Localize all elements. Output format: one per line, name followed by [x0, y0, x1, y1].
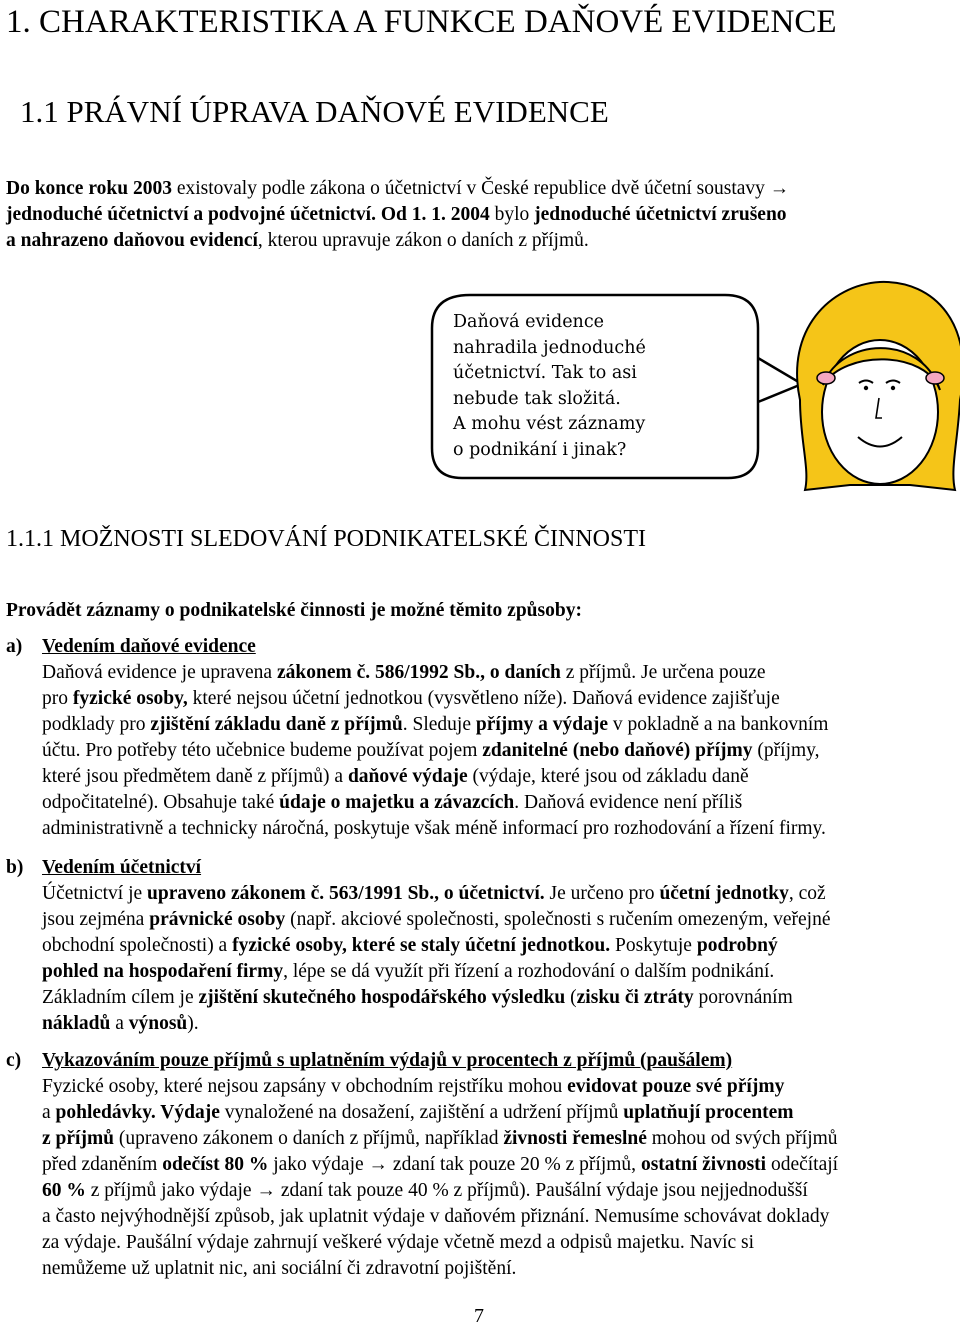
- page-number: 7: [474, 1305, 484, 1327]
- arrow-right-icon: →: [256, 1180, 276, 1201]
- intro-line-3: a nahrazeno daňovou evidencí, kterou upravuje zákon o daních z příjmů.: [6, 230, 589, 251]
- item-b-line: Účetnictví je upraveno zákonem č. 563/1991 Sb., o účetnictví. Je určeno pro účetní jednotky, což: [42, 883, 826, 904]
- item-b-line: pohled na hospodaření firmy, lépe se dá využít při řízení a rozhodování o dalším podnikání.: [42, 961, 775, 982]
- item-a-line: odpočitatelné). Obsahuje také údaje o majetku a závazcích. Daňová evidence není příliš: [42, 792, 743, 813]
- girl-face-icon: [797, 282, 960, 490]
- arrow-right-icon: →: [769, 178, 790, 199]
- item-c-label: c): [6, 1050, 22, 1071]
- chapter-heading: 1. CHARAKTERISTIKA A FUNKCE DAŇOVÉ EVIDENCE: [6, 4, 837, 40]
- item-c-line: 60 % z příjmů jako výdaje → zdaní tak pouze 40 % z příjmů). Paušální výdaje jsou nejjednodušší: [42, 1180, 808, 1201]
- intro-line-2: jednoduché účetnictví a podvojné účetnictví. Od 1. 1. 2004 bylo jednoduché účetnictví zrušeno: [6, 204, 787, 225]
- item-c-line: nemůžeme už uplatnit nic, ani sociální či zdravotní pojištění.: [42, 1258, 517, 1279]
- item-c-line: za výdaje. Paušální výdaje zahrnují veškeré výdaje včetně mezd a odpisů majetku. Navíc si: [42, 1232, 755, 1253]
- item-c-line: z příjmů (upraveno zákonem o daních z příjmů, například živnosti řemeslné mohou od svých příjmů: [42, 1128, 838, 1149]
- item-c-line: Fyzické osoby, které nejsou zapsány v obchodním rejstříku mohou evidovat pouze své příjmy: [42, 1076, 785, 1097]
- speech-bubble-text: Daňová evidence nahradila jednoduché účetnictví. Tak to asi nebude tak složitá. A mohu vést záznamy o podnikání i jinak?: [453, 312, 646, 460]
- item-b-label: b): [6, 857, 24, 878]
- subsection-heading: 1.1.1 MOŽNOSTI SLEDOVÁNÍ PODNIKATELSKÉ ČINNOSTI: [6, 526, 646, 552]
- item-a-line: pro fyzické osoby, které nejsou účetní jednotkou (vysvětleno níže). Daňová evidence zajišťuje: [42, 688, 780, 709]
- item-a-line: podklady pro zjištění základu daně z příjmů. Sleduje příjmy a výdaje v pokladně a na bankovním: [42, 714, 829, 735]
- item-b-line: Základním cílem je zjištění skutečného hospodářského výsledku (zisku či ztráty porovnáním: [42, 987, 793, 1008]
- intro-line-1: Do konce roku 2003 existovaly podle zákona o účetnictví v České republice dvě účetní soustavy →: [6, 178, 790, 199]
- item-b-line: obchodní společnosti) a fyzické osoby, které se staly účetní jednotkou. Poskytuje podrobný: [42, 935, 778, 956]
- lead-text: Provádět záznamy o podnikatelské činnosti je možné těmito způsoby:: [6, 600, 582, 621]
- item-c-line: a pohledávky. Výdaje vynaložené na dosažení, zajištění a udržení příjmů uplatňují procentem: [42, 1102, 794, 1123]
- arrow-right-icon: →: [368, 1154, 389, 1175]
- item-b-line: jsou zejména právnické osoby (např. akciové společnosti, společnosti s ručením omezeným, veřejné: [42, 909, 831, 930]
- item-a-line: účtu. Pro potřeby této učebnice budeme používat pojem zdanitelné (nebo daňové) příjmy (příjmy,: [42, 740, 820, 761]
- item-a-line: administrativně a technicky náročná, poskytuje však méně informací pro rozhodování a řízení firmy.: [42, 818, 826, 839]
- item-a-line: které jsou předmětem daně z příjmů) a daňové výdaje (výdaje, které jsou od základu daně: [42, 766, 749, 787]
- section-heading: 1.1 PRÁVNÍ ÚPRAVA DAŇOVÉ EVIDENCE: [20, 94, 609, 129]
- item-c-line: a často nejvýhodnější způsob, jak uplatnit výdaje v daňovém přiznání. Nemusíme schovávat doklady: [42, 1206, 830, 1227]
- item-c-title: Vykazováním pouze příjmů s uplatněním výdajů v procentech z příjmů (paušálem): [42, 1050, 733, 1071]
- item-a-line: Daňová evidence je upravena zákonem č. 586/1992 Sb., o daních z příjmů. Je určena pouze: [42, 662, 766, 683]
- item-b-title: Vedením účetnictví: [42, 857, 202, 878]
- item-c-line: před zdaněním odečíst 80 % jako výdaje → zdaní tak pouze 20 % z příjmů, ostatní živnosti odečítají: [42, 1154, 839, 1175]
- item-a-title: Vedením daňové evidence: [42, 636, 256, 657]
- item-b-line: nákladů a výnosů).: [42, 1013, 199, 1034]
- item-a-label: a): [6, 636, 23, 657]
